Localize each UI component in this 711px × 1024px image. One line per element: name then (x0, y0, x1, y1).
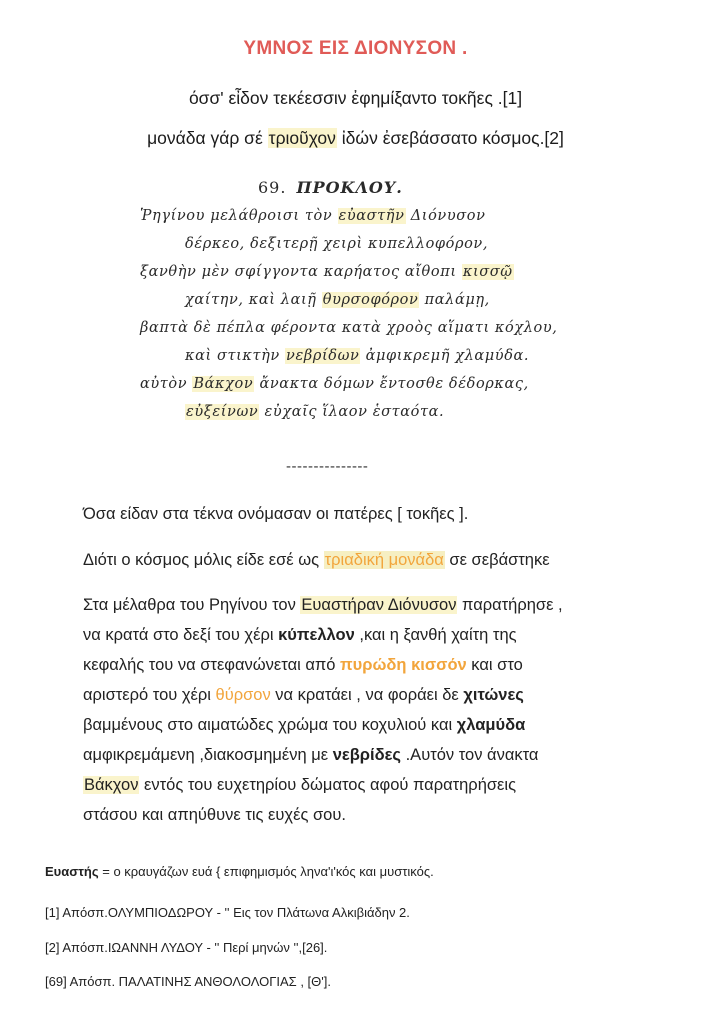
epigram-line: βαπτὰ δὲ πέπλα φέροντα κατὰ χροὸς αἵματι κόχλου, (140, 320, 558, 336)
translation-line: κεφαλής του να στεφανώνεται από πυρώδη κισσόν και στο (83, 656, 523, 674)
epigram-number: 69. (258, 178, 287, 197)
verse-line-2: μονάδα γάρ σέ τριοῦχον ἰδών ἐσεβάσσατο κόσμος.[2] (147, 128, 564, 148)
epigram-line: καὶ στικτὴν νεβρίδων ἀμφικρεμῆ χλαμύδα. (185, 348, 530, 364)
footnote: [1] Απόσπ.ΟΛΥΜΠΙΟΔΩΡΟΥ - '' Εις τον Πλάτωνα Αλκιβιάδην 2. (45, 905, 410, 920)
footnote: [2] Απόσπ.ΙΩΑΝΝΗ ΛΥΔΟΥ - '' Περί μηνών '',[26]. (45, 940, 328, 955)
translation-line: Όσα είδαν στα τέκνα ονόμασαν οι πατέρες [ τοκῆες ]. (83, 505, 469, 523)
footnote: [69] Απόσπ. ΠΑΛΑΤΙΝΗΣ ΑΝΘΟΛΟΛΟΓΙΑΣ , [Θ']. (45, 974, 331, 989)
epigram-line: Ῥηγίνου μελάθροισι τὸν εὐαστῆν Διόνυσον (140, 208, 486, 224)
translation-line: αριστερό του χέρι θύρσον να κρατάει , να φοράει δε χιτώνες (83, 686, 524, 704)
epigram-line: χαίτην, καὶ λαιῇ θυρσοφόρον παλάμῃ, (185, 292, 490, 308)
epigram-line: δέρκεο, δεξιτερῇ χειρὶ κυπελλοφόρον, (185, 236, 489, 252)
translation-line: να κρατά στο δεξί του χέρι κύπελλον ,και η ξανθή χαίτη της (83, 626, 517, 644)
epigram-line: εὐξείνων εὐχαῖς ἵλαον ἑσταότα. (186, 404, 445, 420)
translation-line: στάσου και απηύθυνε τις ευχές σου. (83, 806, 346, 824)
section-separator: --------------- (286, 458, 369, 475)
page-title: ΥΜΝΟΣ ΕΙΣ ΔΙΟΝΥΣΟΝ . (243, 38, 468, 59)
translation-line: Βάκχον εντός του ευχετηρίου δώματος αφού παρατηρήσεις (84, 776, 517, 794)
translation-line: βαμμένους στο αιματώδες χρώμα του κοχυλιού και χλαμύδα (83, 716, 526, 734)
epigram-line: αὐτὸν Βάκχον ἄνακτα δόμων ἔντοσθε δέδορκας, (140, 376, 529, 392)
epigram-heading (258, 178, 403, 197)
epigram-author: ΠΡΟΚΛΟΥ. (296, 178, 403, 197)
translation-line: αμφικρεμάμενη ,διακοσμημένη με νεβρίδες .Αυτόν τον άνακτα (83, 746, 539, 764)
translation-line: Διότι ο κόσμος μόλις είδε εσέ ως τριαδική μονάδα σε σεβάστηκε (83, 551, 550, 569)
translation-line: Στα μέλαθρα του Ρηγίνου τον Ευαστήραν Διόνυσον παρατήρησε , (83, 596, 563, 614)
verse-line-1: όσσ' εἶδον τεκέεσσιν ἐφημίξαντο τοκῆες .[1] (188, 88, 523, 108)
epigram-line: ξανθὴν μὲν σφίγγοντα καρήατος αἴθοπι κισσῷ (140, 264, 513, 280)
glossary-note: Ευαστής = ο κραυγάζων ευά { επιφημισμός ληνα'ι'κός και μυστικός. (45, 864, 434, 879)
